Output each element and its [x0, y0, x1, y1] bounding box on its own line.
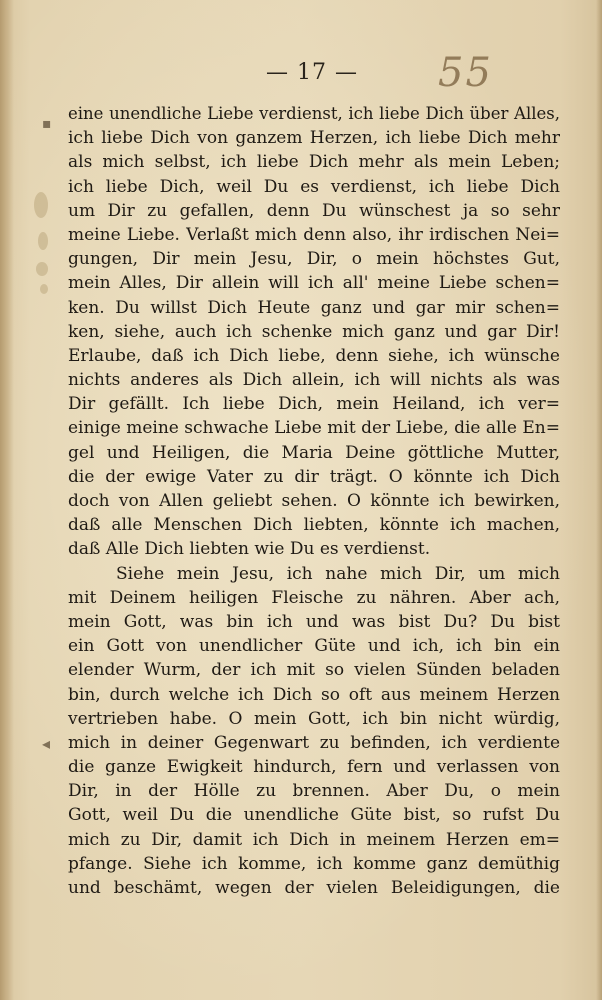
- text-line: gungen, Dir mein Jesu, Dir, o mein höchstes Gut,: [68, 249, 560, 270]
- text-line: doch von Allen geliebt sehen. O könnte ich bewirken,: [68, 491, 560, 511]
- text-line: Dir, in der Hölle zu brennen. Aber Du, o mein: [68, 781, 560, 802]
- text-line: meine Liebe. Verlaßt mich denn also, ihr irdischen Nei=: [68, 224, 560, 245]
- text-line: mein Alles, Dir allein will ich all' meine Liebe schen=: [68, 273, 560, 294]
- text-line: ken, siehe, auch ich schenke mich ganz und gar Dir!: [68, 321, 560, 342]
- text-line: daß alle Menschen Dich liebten, könnte ich machen,: [68, 515, 560, 536]
- text-line: Dir gefällt. Ich liebe Dich, mein Heiland, ich ver=: [68, 394, 560, 415]
- text-line: ich liebe Dich von ganzem Herzen, ich liebe Dich mehr: [68, 128, 560, 149]
- text-line: Siehe mein Jesu, ich nahe mich Dir, um mich: [116, 563, 560, 584]
- paragraph-1: [68, 102, 560, 562]
- age-stain: [38, 232, 48, 250]
- handwritten-note: 55: [438, 50, 493, 96]
- text-line: und beschämt, wegen der vielen Beleidigungen, die: [68, 878, 560, 898]
- age-stain: [34, 192, 48, 218]
- age-stain: [40, 284, 48, 294]
- text-line: gel und Heiligen, die Maria Deine göttliche Mutter,: [68, 442, 560, 463]
- text-line: bin, durch welche ich Dich so oft aus meinem Herzen: [68, 684, 560, 705]
- page-gutter-edge: [0, 0, 14, 1000]
- paragraph-2: [68, 562, 560, 901]
- text-line: Gott, weil Du die unendliche Güte bist, so rufst Du: [68, 805, 560, 826]
- body-text: [68, 102, 560, 900]
- text-line: vertrieben habe. O mein Gott, ich bin nicht würdig,: [68, 708, 560, 729]
- text-line: nichts anderes als Dich allein, ich will nichts als was: [68, 370, 560, 391]
- text-line: ken. Du willst Dich Heute ganz und gar mir schen=: [68, 297, 560, 318]
- text-line: ein Gott von unendlicher Güte und ich, ich bin ein: [68, 636, 560, 657]
- text-line: mich in deiner Gegenwart zu befinden, ich verdiente: [68, 732, 560, 753]
- text-line: als mich selbst, ich liebe Dich mehr als mein Leben;: [68, 152, 560, 173]
- text-line: Erlaube, daß ich Dich liebe, denn siehe, ich wünsche: [68, 345, 560, 366]
- text-line: mich zu Dir, damit ich Dich in meinem Herzen em=: [68, 829, 560, 850]
- text-line: eine unendliche Liebe verdienst, ich liebe Dich über Alles,: [68, 104, 560, 123]
- page-right-edge: [596, 0, 602, 1000]
- text-line: die der ewige Vater zu dir trägt. O könnte ich Dich: [68, 466, 560, 487]
- text-line: pfange. Siehe ich komme, ich komme ganz demüthig: [68, 853, 560, 874]
- age-stain: [36, 262, 48, 276]
- text-line: daß Alle Dich liebten wie Du es verdienst.: [68, 539, 431, 560]
- text-line: ich liebe Dich, weil Du es verdienst, ich liebe Dich: [68, 176, 560, 197]
- text-line: elender Wurm, der ich mit so vielen Sünden beladen: [68, 660, 560, 681]
- text-line: mein Gott, was bin ich und was bist Du? Du bist: [68, 611, 560, 632]
- text-line: einige meine schwache Liebe mit der Liebe, die alle En=: [68, 418, 560, 439]
- text-line: die ganze Ewigkeit hindurch, fern und verlassen von: [68, 757, 560, 778]
- text-line: um Dir zu gefallen, denn Du wünschest ja so sehr: [68, 200, 560, 221]
- margin-mark: ◂: [42, 734, 51, 753]
- margin-mark: ▪: [42, 116, 52, 132]
- page-number: — 17 —: [266, 60, 358, 85]
- text-line: mit Deinem heiligen Fleische zu nähren. Aber ach,: [68, 587, 560, 608]
- page-header: [0, 50, 602, 96]
